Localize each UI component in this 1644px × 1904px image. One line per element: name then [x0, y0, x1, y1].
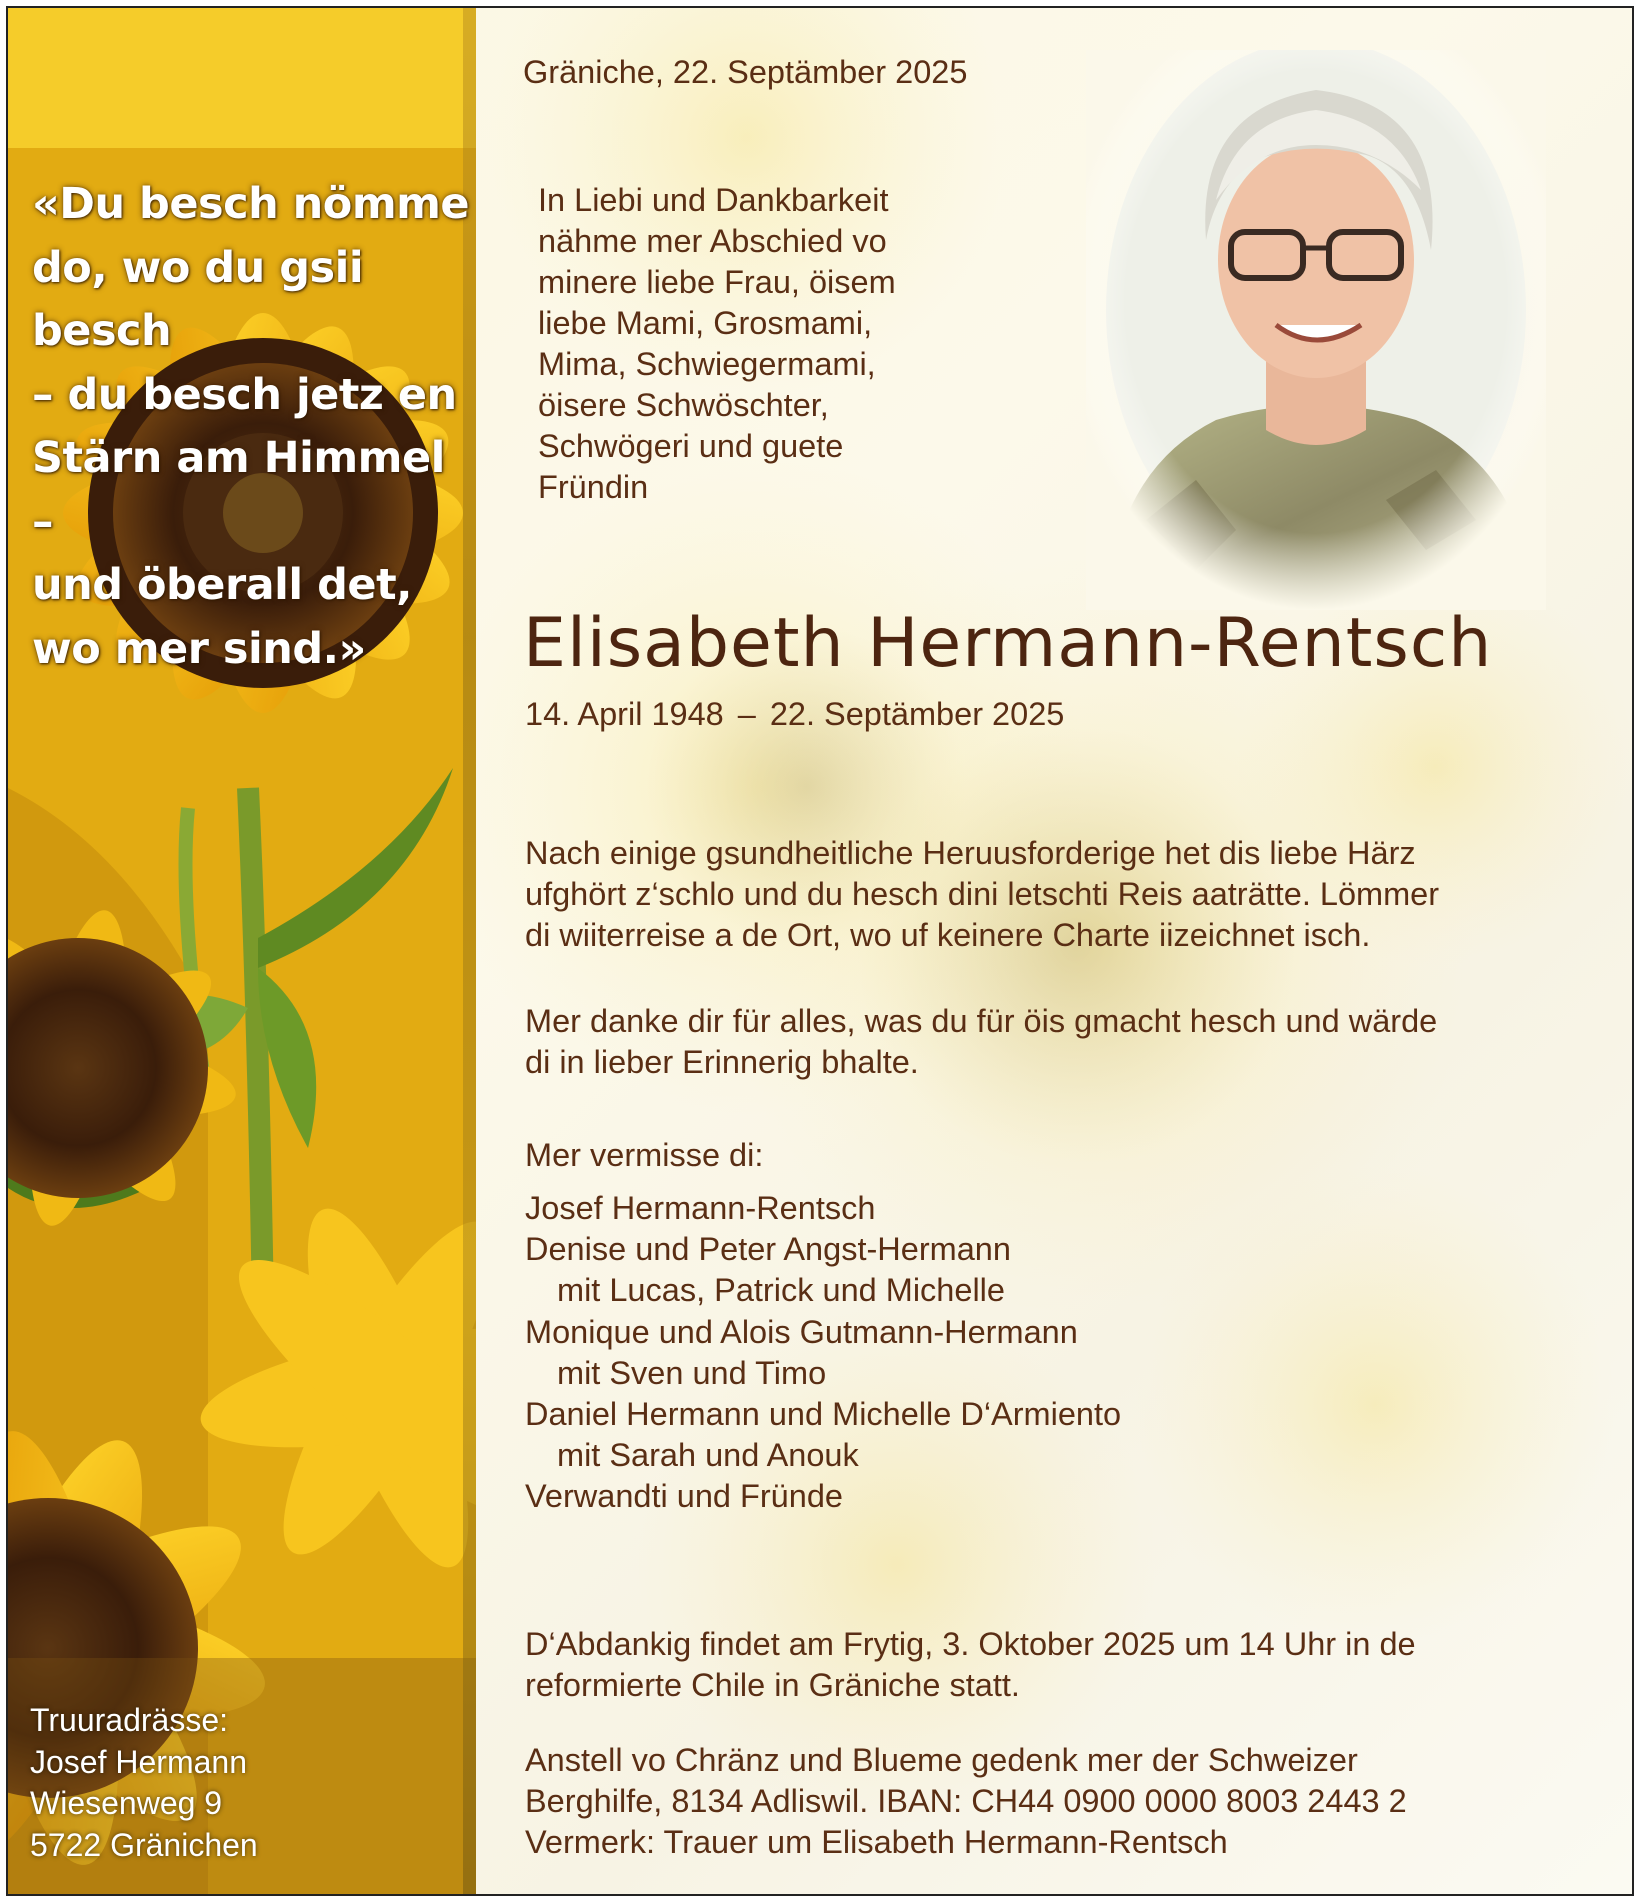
- deceased-name: Elisabeth Hermann-Rentsch: [523, 604, 1493, 683]
- thanks-paragraph: Mer danke dir für alles, was du für öis gmacht hesch und wärde di in lieber Erinnerig bhalte.: [525, 1003, 1438, 1080]
- address-city: 5722 Gränichen: [30, 1826, 258, 1863]
- birth-date: 14. April 1948: [525, 696, 724, 732]
- address-name: Josef Hermann: [30, 1743, 247, 1780]
- place-date: Gräniche, 22. Septämber 2025: [523, 54, 968, 90]
- mourners-intro: Mer vermisse di:: [525, 1137, 764, 1173]
- service-info: D‘Abdankig findet am Frytig, 3. Oktober 2025 um 14 Uhr in de reformierte Chile in Gräniche statt.: [525, 1626, 1416, 1703]
- mourner-entry: Verwandti und Fründe: [525, 1478, 843, 1515]
- mourner-entry: Daniel Hermann und Michelle D‘Armiento: [525, 1396, 1122, 1433]
- address-label: Truuradrässe:: [30, 1702, 228, 1738]
- mourner-subentry: mit Sven und Timo: [557, 1354, 827, 1391]
- mourners-list: [525, 1188, 1121, 1518]
- mourner-subentry: mit Sarah und Anouk: [557, 1437, 859, 1474]
- intro-text: In Liebi und Dankbarkeit nähme mer Abschied vo minere liebe Frau, öisem liebe Mami, Grosmami, Mima, Schwiegermami, öisere Schwöschter, Schwögeri und guete Fründin: [538, 182, 896, 505]
- mourner-entry: Denise und Peter Angst-Hermann: [525, 1231, 1011, 1268]
- mourner-subentry: mit Lucas, Patrick und Michelle: [557, 1272, 1005, 1309]
- mourner-entry: Monique und Alois Gutmann-Hermann: [525, 1313, 1078, 1350]
- notice-text: [8, 8, 1632, 1894]
- obituary-notice: [6, 6, 1634, 1896]
- death-date: 22. Septämber 2025: [769, 696, 1065, 732]
- farewell-paragraph: Nach einige gsundheitliche Heruusforderige het dis liebe Härz ufghört z‘schlo und du hesch dini letschti Reis aaträtte. Lömmer di wiiterreise a de Ort, wo uf keinere Charte iizeichnet isch.: [525, 835, 1440, 953]
- address-street: Wiesenweg 9: [30, 1785, 223, 1821]
- mourner-entry: Josef Hermann-Rentsch: [525, 1190, 876, 1226]
- quote-text: «Du besch nömme do, wo du gsii besch – du besch jetz en Stärn am Himmel – und öberall det, wo mer sind.»: [32, 179, 470, 674]
- life-dates: [525, 694, 1064, 735]
- date-dash: –: [737, 696, 756, 732]
- donation-info: Anstell vo Chränz und Blueme gedenk mer der Schweizer Berghilfe, 8134 Adliswil. IBAN: CH44 0900 0000 8003 2443 2 Vermerk: Trauer um Elisabeth Hermann-Rentsch: [525, 1742, 1407, 1860]
